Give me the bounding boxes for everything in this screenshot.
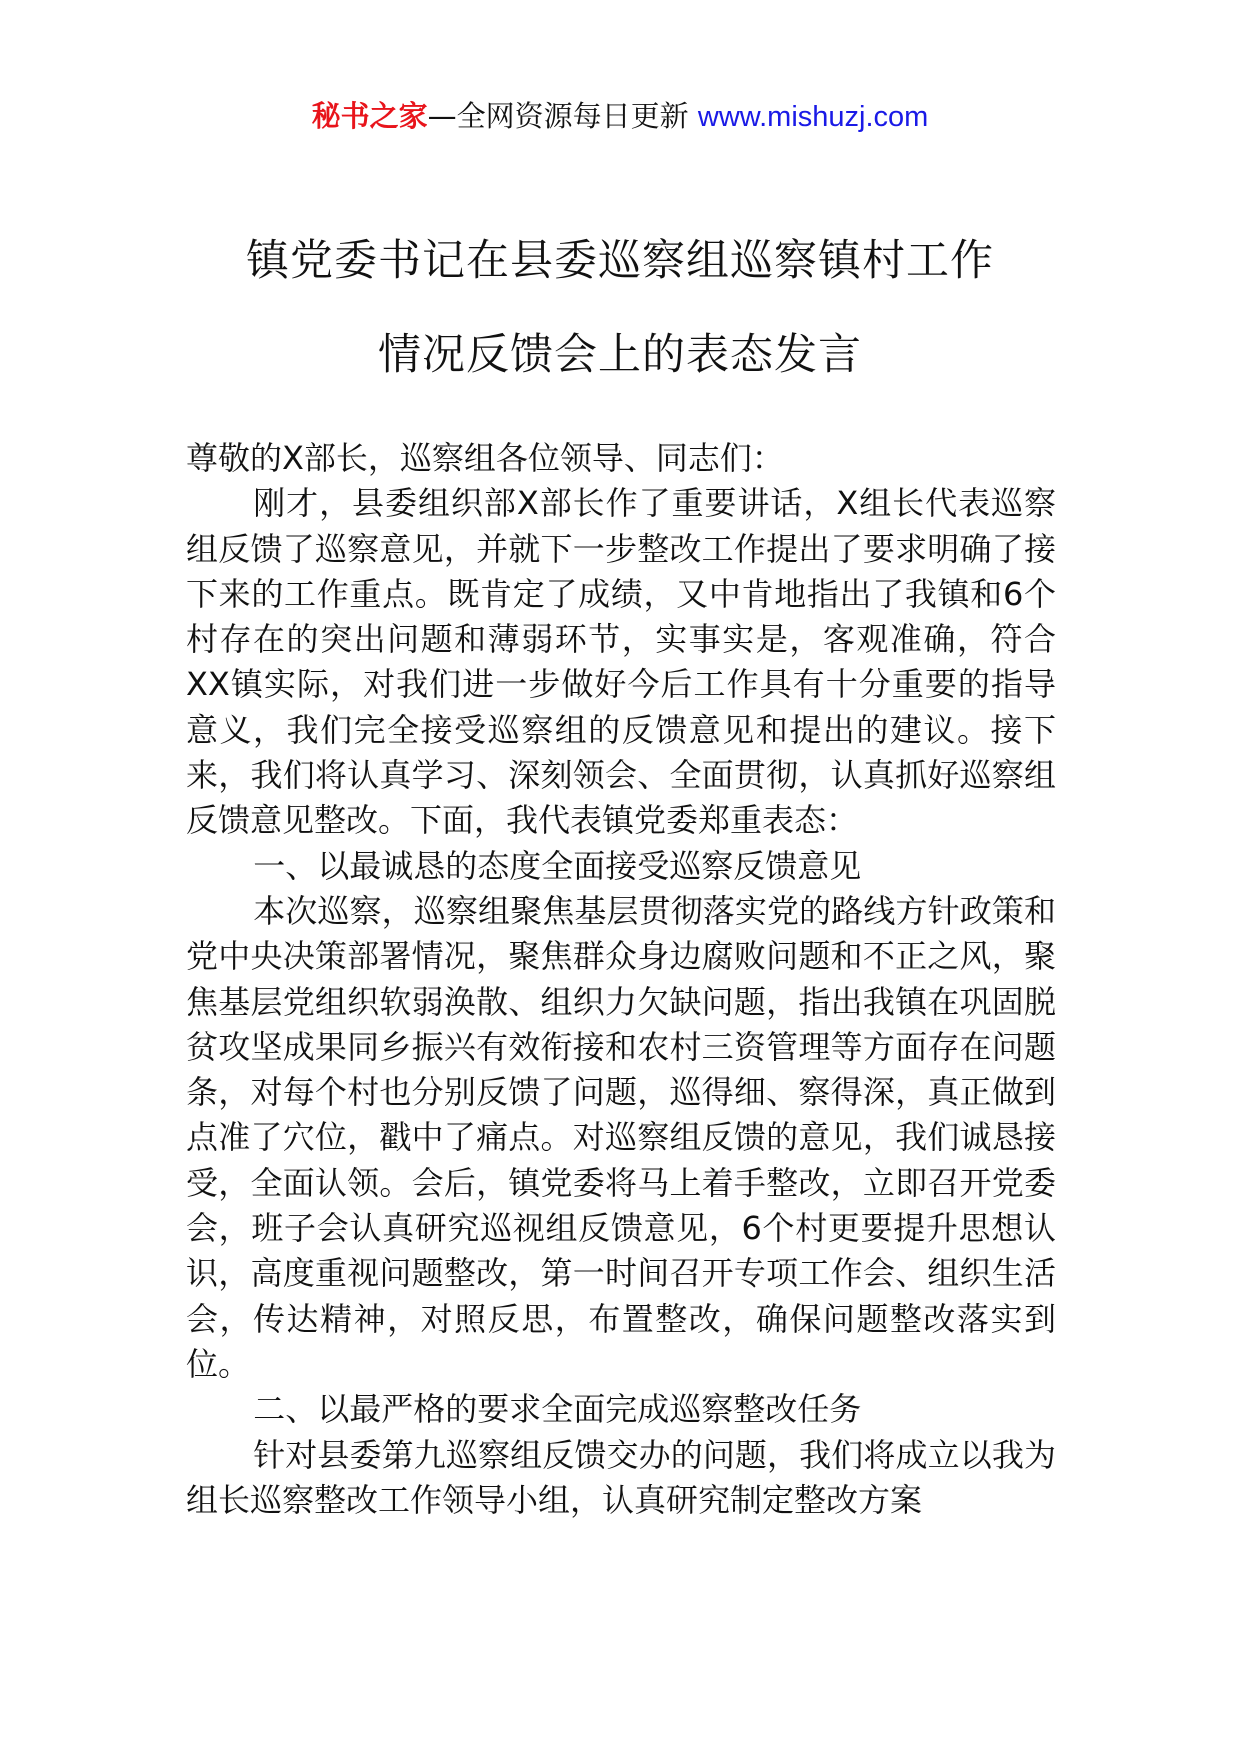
document-title-line-2: 情况反馈会上的表态发言 xyxy=(378,330,862,380)
paragraph-section-1: 本次巡察，巡察组聚焦基层贯彻落实党的路线方针政策和党中央决策部署情况，聚焦群众身边腐败问题和不正之风，聚焦基层党组织软弱涣散、组织力欠缺问题，指出我镇在巩固脱贫攻坚成果同乡振兴有效衔接和农村三资管理等方面存在问题条，对每个村也分别反馈了问题，巡得细、察得深，真正做到点准了穴位，戳中了痛点。对巡察组反馈的意见，我们诚恳接受，全面认领。会后，镇党委将马上着手整改，立即召开党委会，班子会认真研究巡视组反馈意见，6个村更要提升思想认识，高度重视问题整改，第一时间召开专项工作会、组织生活会，传达精神，对照反思，布置整改，确保问题整改落实到位。 xyxy=(186,891,1056,1383)
banner-slogan: —全网资源每日更新 xyxy=(427,99,698,133)
site-banner xyxy=(0,96,1240,137)
website-link[interactable]: www.mishuzj.com xyxy=(697,101,929,133)
document-title-line-1: 镇党委书记在县委巡察组巡察镇村工作 xyxy=(246,236,994,286)
document-body xyxy=(186,436,1056,1523)
paragraph-intro: 刚才，县委组织部X部长作了重要讲话，X组长代表巡察组反馈了巡察意见，并就下一步整改工作提出了要求明确了接下来的工作重点。既肯定了成绩，又中肯地指出了我镇和6个村存在的突出问题和薄弱环节，实事实是，客观准确，符合XX镇实际，对我们进一步做好今后工作具有十分重要的指导意义，我们完全接受巡察组的反馈意见和提出的建议。接下来，我们将认真学习、深刻领会、全面贯彻，认真抓好巡察组反馈意见整改。下面，我代表镇党委郑重表态： xyxy=(186,484,1056,840)
brand-name: 秘书之家 xyxy=(311,99,428,133)
section-heading-1: 一、以最诚恳的态度全面接受巡察反馈意见 xyxy=(253,846,862,885)
salutation: 尊敬的X部长，巡察组各位领导、同志们： xyxy=(186,439,784,477)
paragraph-section-2: 针对县委第九巡察组反馈交办的问题，我们将成立以我为组长巡察整改工作领导小组，认真研究制定整改方案 xyxy=(186,1435,1056,1519)
section-heading-2: 二、以最严格的要求全面完成巡察整改任务 xyxy=(253,1390,862,1429)
